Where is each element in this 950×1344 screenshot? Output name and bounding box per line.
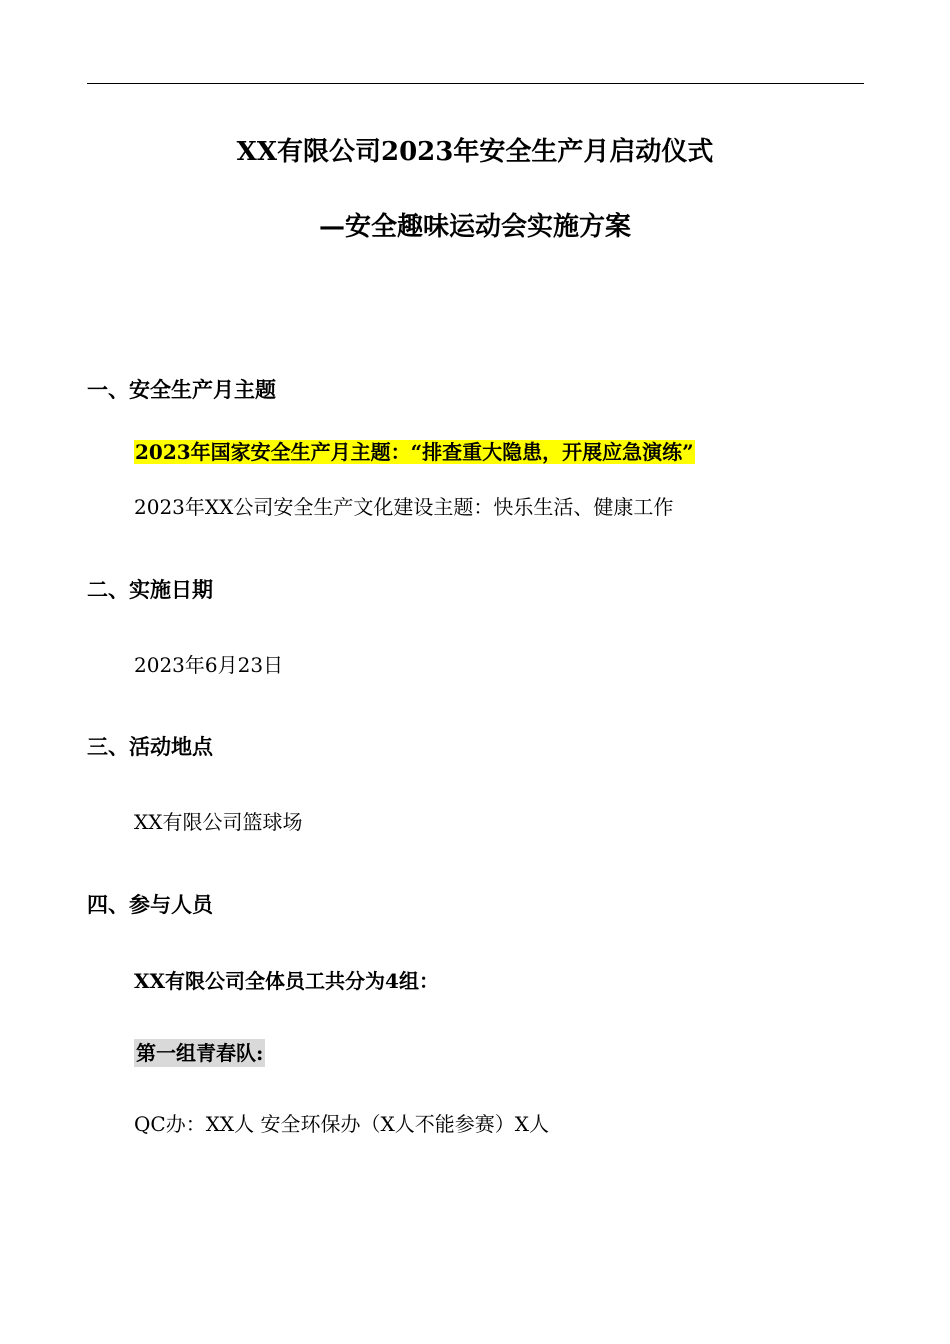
header-rule (87, 83, 864, 84)
group-one-members: QC办：XX人 安全环保办（X人不能参赛）X人 (134, 1112, 550, 1136)
event-date: 2023年6月23日 (134, 653, 284, 677)
group-one-title: 第一组青春队: (136, 1041, 264, 1065)
national-theme-text: 2023年国家安全生产月主题：“排查重大隐患，开展应急演练” (135, 440, 694, 464)
document-subtitle: —安全趣味运动会实施方案 (318, 212, 631, 242)
group-one-paragraph (134, 1039, 265, 1067)
event-location: XX有限公司篮球场 (134, 810, 303, 834)
section-heading-participants: 四、参与人员 (87, 892, 213, 917)
section-heading-theme: 一、安全生产月主题 (87, 377, 276, 402)
participants-summary: XX有限公司全体员工共分为4组： (134, 969, 439, 993)
section-heading-date: 二、实施日期 (87, 577, 213, 602)
document-title: XX有限公司2023年安全生产月启动仪式 (236, 137, 714, 167)
section-heading-location: 三、活动地点 (87, 734, 213, 759)
national-theme-paragraph (134, 438, 695, 466)
company-theme-paragraph: 2023年XX公司安全生产文化建设主题：快乐生活、健康工作 (134, 495, 674, 519)
